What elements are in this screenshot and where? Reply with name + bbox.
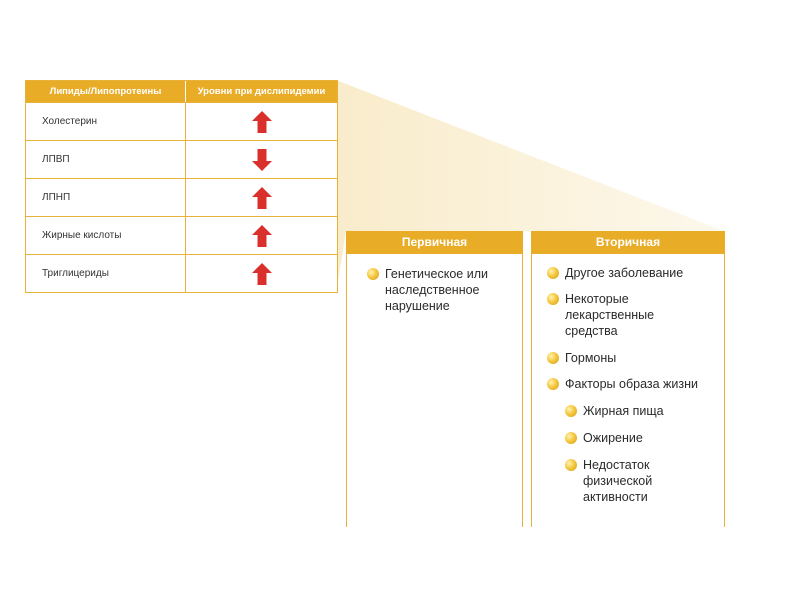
primary-panel bbox=[346, 231, 523, 527]
row-label: Триглицериды bbox=[26, 255, 186, 292]
list-subitem: Жирная пища bbox=[565, 403, 705, 419]
arrow-up-icon bbox=[251, 186, 273, 210]
level-cell bbox=[186, 103, 337, 140]
row-label: Жирные кислоты bbox=[26, 217, 186, 254]
row-label: Холестерин bbox=[26, 103, 186, 140]
list-item: Факторы образа жизни bbox=[547, 376, 707, 392]
list-subitem: Недостаток физической активности bbox=[565, 457, 665, 505]
table-row bbox=[26, 102, 337, 140]
bullet-icon bbox=[565, 432, 577, 444]
arrow-down-icon bbox=[251, 148, 273, 172]
list-item: Другое заболевание bbox=[547, 265, 707, 281]
bullet-icon bbox=[547, 352, 559, 364]
row-label: ЛПНП bbox=[26, 179, 186, 216]
level-cell bbox=[186, 141, 337, 178]
table-row bbox=[26, 254, 337, 292]
arrow-up-icon bbox=[251, 262, 273, 286]
secondary-title: Вторичная bbox=[531, 231, 725, 254]
header-levels: Уровни при дислипидемии bbox=[197, 86, 326, 97]
bullet-icon bbox=[565, 459, 577, 471]
level-cell bbox=[186, 179, 337, 216]
secondary-panel bbox=[531, 231, 725, 527]
list-item: Генетическое или наследственное нарушение bbox=[367, 266, 512, 314]
list-item: Некоторые лекарственные средства bbox=[547, 291, 657, 339]
lipid-table bbox=[25, 80, 338, 293]
table-row bbox=[26, 140, 337, 178]
list-subitem: Ожирение bbox=[565, 430, 705, 446]
level-cell bbox=[186, 255, 337, 292]
header-lipids: Липиды/Липопротеины bbox=[26, 81, 186, 102]
row-label: ЛПВП bbox=[26, 141, 186, 178]
arrow-up-icon bbox=[251, 110, 273, 134]
bullet-icon bbox=[547, 378, 559, 390]
list-item: Гормоны bbox=[547, 350, 707, 366]
table-header bbox=[26, 81, 337, 102]
arrow-up-icon bbox=[251, 224, 273, 248]
bullet-icon bbox=[547, 293, 559, 305]
table-row bbox=[26, 216, 337, 254]
table-row bbox=[26, 178, 337, 216]
level-cell bbox=[186, 217, 337, 254]
bullet-icon bbox=[565, 405, 577, 417]
primary-title: Первичная bbox=[346, 231, 523, 254]
bullet-icon bbox=[547, 267, 559, 279]
bullet-icon bbox=[367, 268, 379, 280]
